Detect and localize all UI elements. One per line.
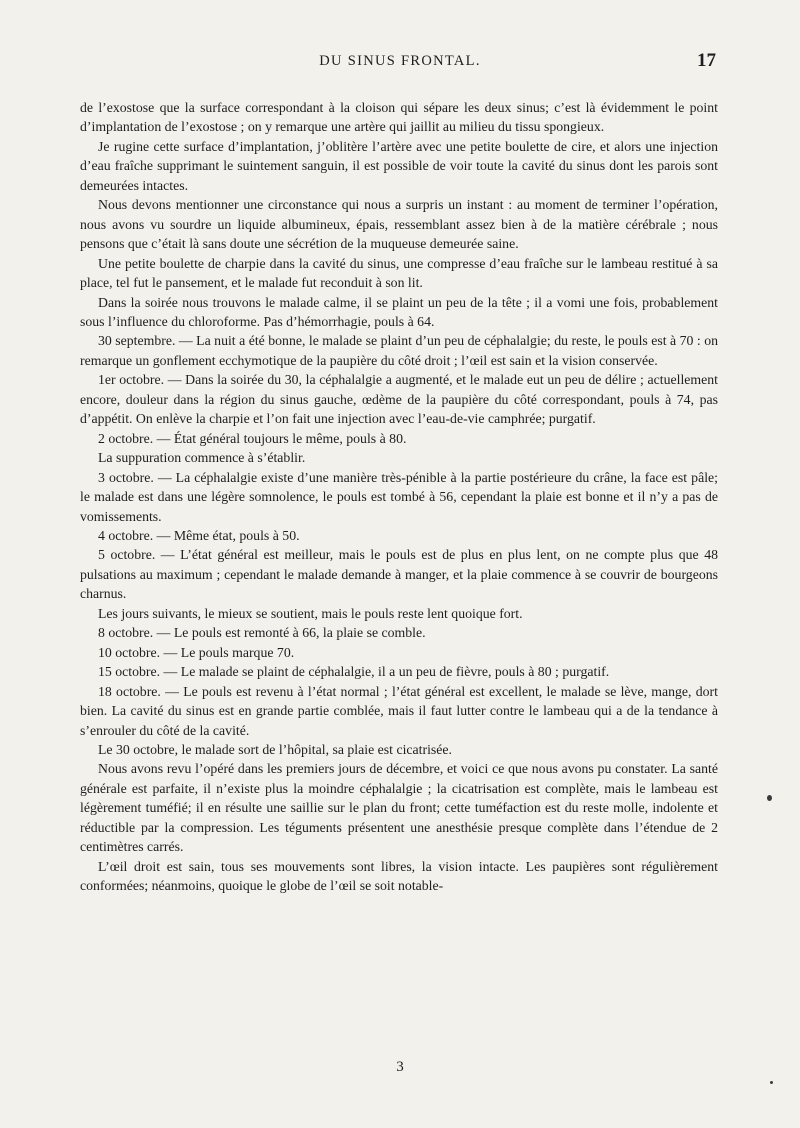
paragraph: Le 30 octobre, le malade sort de l’hôpital, sa plaie est cicatrisée. bbox=[98, 741, 452, 757]
paragraph: 15 octobre. — Le malade se plaint de céphalalgie, il a un peu de fièvre, pouls à 80 ; purgatif. bbox=[98, 664, 610, 680]
paragraph: 18 octobre. — Le pouls est revenu à l’état normal ; l’état général est excellent, le malade se lève, mange, dort bien. La cavité du sinus est en grande partie comblée, mais il faut lutter contre le lambeau qui a de la tendance à s’enrouler du côté de la cavité. bbox=[80, 683, 718, 738]
paragraph: 10 octobre. — Le pouls marque 70. bbox=[98, 644, 295, 660]
paragraph: Je rugine cette surface d’implantation, j’oblitère l’artère avec une petite boulette de cire, et alors une injection d’eau fraîche supprimant le suintement sanguin, il est possible de voir toute la cavité du sinus dont les parois sont demeurées intactes. bbox=[80, 138, 718, 193]
paragraph: 30 septembre. — La nuit a été bonne, le malade se plaint d’un peu de céphalalgie; du reste, le pouls est à 70 : on remarque un gonflement ecchymotique de la paupière du côté droit ; l’œil est sain et la vision conservée. bbox=[80, 333, 718, 368]
paragraph: Nous devons mentionner une circonstance qui nous a surpris un instant : au moment de terminer l’opération, nous avons vu sourdre un liquide albumineux, épais, ressemblant assez bien à de la matière cérébrale ; nous pensons que c’était là sans doute une sécrétion de la muqueuse demeurée saine. bbox=[80, 197, 718, 252]
paragraph: 1er octobre. — Dans la soirée du 30, la céphalalgie a augmenté, et le malade eut un peu de délire ; actuellement encore, douleur dans la région du sinus gauche, œdème de la paupière du côté correspondant, pouls à 74, pas d’appétit. On enlève la charpie et l’on fait une injection avec l’eau-de-vie camphrée; purgatif. bbox=[80, 372, 718, 427]
paragraph: 2 octobre. — État général toujours le même, pouls à 80. bbox=[98, 430, 407, 446]
paragraph: de l’exostose que la surface correspondant à la cloison qui sépare les deux sinus; c’est là évidemment le point d’implantation de l’exostose ; on y remarque une artère qui jaillit au milieu du tissu spongieux. bbox=[80, 100, 718, 135]
paragraph: 3 octobre. — La céphalalgie existe d’une manière très-pénible à la partie postérieure du crâne, la face est pâle; le malade est dans une légère somnolence, le pouls est tombé à 56, cependant la plaie est bonne et il n’y a pas de vomissements. bbox=[80, 469, 718, 524]
body-text bbox=[80, 98, 718, 896]
paragraph: Dans la soirée nous trouvons le malade calme, il se plaint un peu de la tête ; il a vomi une fois, probablement sous l’influence du chloroforme. Pas d’hémorrhagie, pouls à 64. bbox=[80, 294, 718, 329]
running-head bbox=[0, 50, 800, 74]
running-title: DU SINUS FRONTAL. bbox=[319, 53, 481, 69]
page-number: 17 bbox=[697, 50, 716, 71]
paragraph: 4 octobre. — Même état, pouls à 50. bbox=[98, 527, 300, 543]
paragraph: L’œil droit est sain, tous ses mouvements sont libres, la vision intacte. Les paupières sont régulièrement conformées; néanmoins, quoique le globe de l’œil se soit notable- bbox=[80, 858, 718, 894]
paragraph: Les jours suivants, le mieux se soutient, mais le pouls reste lent quoique fort. bbox=[98, 605, 523, 621]
paragraph: 8 octobre. — Le pouls est remonté à 66, la plaie se comble. bbox=[98, 625, 426, 641]
paragraph: 5 octobre. — L’état général est meilleur, mais le pouls est de plus en plus lent, on ne compte plus que 48 pulsations au maximum ; cependant le malade demande à manger, et la plaie commence à se couvrir de bourgeons charnus. bbox=[80, 547, 718, 602]
ink-speck bbox=[770, 1081, 773, 1084]
ink-speck bbox=[767, 795, 772, 801]
paragraph: Une petite boulette de charpie dans la cavité du sinus, une compresse d’eau fraîche sur le lambeau restitué à sa place, tel fut le pansement, et le malade fut reconduit à son lit. bbox=[80, 255, 718, 291]
paragraph: Nous avons revu l’opéré dans les premiers jours de décembre, et voici ce que nous avons pu constater. La santé générale est parfaite, il n’existe plus la moindre céphalalgie ; la cicatrisation est complète, mais le lambeau est légèrement tuméfié; il en résulte une saillie sur le plan du front; cette tuméfaction est du reste molle, indolente et réductible par la compression. Les téguments présentent une anesthésie presque complète dans l’étendue de 2 centimètres carrés. bbox=[80, 761, 718, 855]
paragraph: La suppuration commence à s’établir. bbox=[98, 450, 306, 466]
signature-mark: 3 bbox=[396, 1059, 404, 1075]
